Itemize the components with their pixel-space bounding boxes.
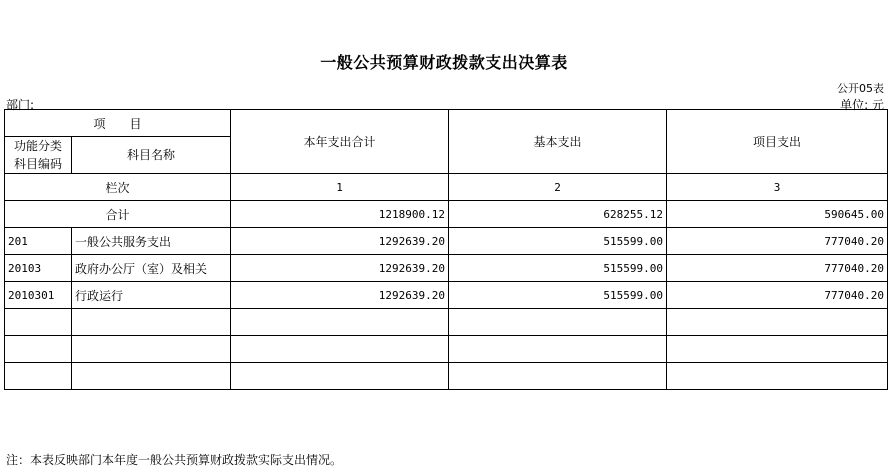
report-title: 一般公共预算财政拨款支出决算表 (320, 53, 568, 72)
row-code: 2010301 (5, 282, 72, 309)
header-basic: 基本支出 (449, 110, 667, 174)
row-basic: 515599.00 (449, 282, 667, 309)
row-name: 政府办公厅（室）及相关 (72, 255, 231, 282)
column-index-row (5, 174, 888, 201)
total-amount: 1218900.12 (231, 201, 449, 228)
header-subject-name: 科目名称 (72, 137, 231, 174)
empty-cell (667, 309, 888, 336)
empty-row (5, 309, 888, 336)
table-row (5, 255, 888, 282)
row-code: 20103 (5, 255, 72, 282)
total-label: 合计 (5, 201, 231, 228)
form-code: 公开05表 (837, 82, 884, 95)
unit-label: 单位: 元 (840, 98, 884, 112)
header-project: 项目支出 (667, 110, 888, 174)
row-name: 一般公共服务支出 (72, 228, 231, 255)
row-project: 777040.20 (667, 228, 888, 255)
row-total: 1292639.20 (231, 255, 449, 282)
header-total: 本年支出合计 (231, 110, 449, 174)
empty-cell (231, 336, 449, 363)
row-total: 1292639.20 (231, 228, 449, 255)
empty-cell (667, 336, 888, 363)
empty-cell (231, 363, 449, 390)
empty-cell (5, 363, 72, 390)
department-label: 部门: (6, 98, 35, 112)
footnote: 注：本表反映部门本年度一般公共预算财政拨款实际支出情况。 (6, 453, 343, 467)
table-row (5, 228, 888, 255)
expenditure-table (4, 109, 888, 390)
empty-cell (72, 336, 231, 363)
column-index-2: 2 (449, 174, 667, 201)
row-total: 1292639.20 (231, 282, 449, 309)
column-index-3: 3 (667, 174, 888, 201)
total-row (5, 201, 888, 228)
row-basic: 515599.00 (449, 255, 667, 282)
row-name: 行政运行 (72, 282, 231, 309)
table-row (5, 282, 888, 309)
column-index-1: 1 (231, 174, 449, 201)
row-code: 201 (5, 228, 72, 255)
empty-cell (72, 309, 231, 336)
row-project: 777040.20 (667, 255, 888, 282)
empty-cell (449, 363, 667, 390)
header-row-1 (5, 110, 888, 137)
empty-cell (667, 363, 888, 390)
empty-cell (449, 336, 667, 363)
header-item: 项 目 (5, 110, 231, 137)
header-func-code: 功能分类 科目编码 (5, 137, 72, 174)
row-project: 777040.20 (667, 282, 888, 309)
empty-cell (231, 309, 449, 336)
empty-row (5, 336, 888, 363)
total-basic: 628255.12 (449, 201, 667, 228)
empty-cell (72, 363, 231, 390)
empty-cell (5, 336, 72, 363)
row-basic: 515599.00 (449, 228, 667, 255)
empty-row (5, 363, 888, 390)
total-project: 590645.00 (667, 201, 888, 228)
empty-cell (449, 309, 667, 336)
empty-cell (5, 309, 72, 336)
column-index-label: 栏次 (5, 174, 231, 201)
